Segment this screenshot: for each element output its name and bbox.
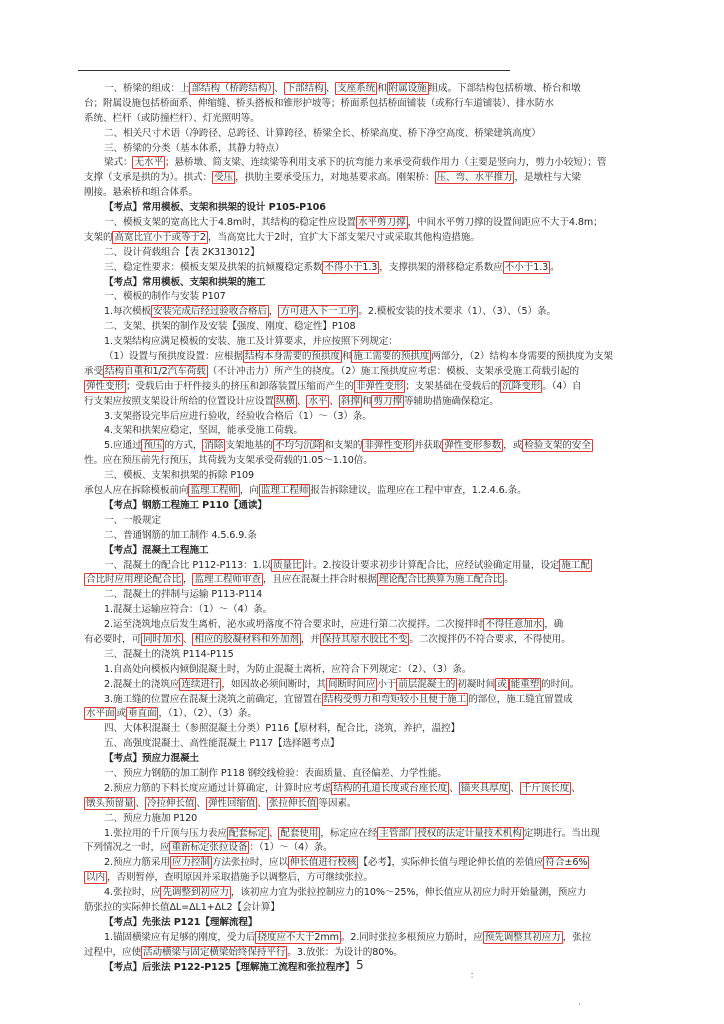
text-run: 5.应通过 [104, 440, 142, 452]
text-run: 一、模板支架的宽高比大于4.8m时，其结构的稳定性应设置 [104, 217, 357, 229]
highlighted-phrase: 千斤顶长度 [521, 782, 570, 794]
highlighted-phrase: 安装完成后经过验收合格后 [152, 306, 267, 318]
highlighted-phrase: 受压 [214, 172, 234, 184]
text-run: 三、模板、支架和拱架的拆除 P109 [104, 470, 255, 482]
text-run: 二、预应力施加 P120 [104, 812, 198, 824]
text-line [84, 365, 656, 380]
highlighted-phrase: 符合±6% [545, 857, 588, 869]
header-rule [78, 70, 510, 71]
text-run: 2.预应力筋的下料长度应通过计算确定，计算时应考虑 [104, 782, 332, 794]
text-run: 报告拆除建议，监理应在工程中审查，1.2.4.6.条。 [310, 485, 527, 497]
text-run: 【考点】常用模板、支架和拱架的设计 P105-P106 [104, 202, 326, 214]
text-run: 2.预应力筋采用 [104, 857, 170, 869]
text-run: 一、预应力钢筋的加工制作 P118 钢绞线检验：表面质量、直径偏差、力学性能。 [104, 767, 447, 779]
highlighted-phrase: 活动横梁与固定横梁始终保持平行 [142, 946, 286, 958]
text-run: 、 [135, 797, 145, 809]
text-line [84, 901, 656, 916]
text-run: 【考点】预应力混凝土 [104, 753, 199, 765]
text-line [84, 663, 656, 678]
text-line [84, 946, 656, 961]
text-run: 一、混凝土的配合比 P112-P113：1.以 [104, 559, 272, 571]
text-run: 1.张拉用的千斤顶与压力表应 [104, 827, 227, 839]
text-line [84, 142, 656, 157]
text-line [84, 767, 656, 782]
highlighted-phrase: 挠度应不大于2mm [257, 931, 339, 943]
section-heading [84, 201, 656, 216]
section-heading [84, 499, 656, 514]
text-line [84, 722, 656, 737]
text-line [84, 529, 656, 544]
highlighted-phrase: 不小于1.3 [504, 261, 549, 273]
text-run: ，如因故必须间断时，其 [221, 678, 326, 690]
highlighted-phrase: 以内 [86, 872, 105, 884]
text-line [84, 216, 656, 231]
text-line [84, 350, 656, 365]
text-run: 【考点】常用模板、支架和拱架的施工 [104, 276, 266, 288]
document-body [84, 82, 656, 975]
text-run: 3.支架搭设完毕后应进行验收，经验收合格后（1）～（3）条。 [104, 410, 372, 422]
text-run: ，确 [544, 619, 564, 631]
highlighted-phrase: 水平 [308, 395, 328, 407]
text-run: 下列情况之一时，应 [84, 842, 170, 854]
text-run: （1）设置与预拱度设置：应根据 [104, 351, 243, 363]
text-run: ， [182, 574, 193, 586]
text-run: 【考点】混凝土工程施工 [104, 544, 209, 556]
highlighted-phrase: 水平面 [86, 708, 115, 720]
text-run: 组成。下部结构包括桥墩、桥台和墩 [428, 83, 581, 94]
highlighted-phrase: 预先调整其初应力 [484, 931, 561, 943]
text-line [84, 112, 656, 127]
highlighted-phrase: 相应的胶凝材料和外加剂 [194, 633, 299, 645]
text-run: 台；附属设施包括桥面系、伸缩缝、桥头搭板和锥形护坡等；桥面系包括桥面铺装（或称行车道铺装）、排水防水 [84, 97, 554, 109]
text-run: 梁式： [104, 157, 133, 169]
text-run: ，且应在混凝土拌合时根据 [262, 574, 377, 586]
text-run: 。3.放张：为设计的80%。 [287, 946, 403, 958]
highlighted-phrase: 非弹性变形 [355, 380, 404, 392]
text-line [84, 678, 656, 693]
text-line [84, 127, 656, 142]
text-run: 和 [361, 395, 372, 407]
highlighted-phrase: 压、弯、水平推力 [436, 172, 513, 184]
text-run: 两部分，（2）结构本身需要的预拱度为支架 [431, 351, 613, 363]
highlighted-phrase: 主管部门授权的法定计量技术机构 [379, 827, 522, 839]
text-run: 3.施工缝的位置应在混凝土浇筑之前确定，宜留置在 [104, 693, 322, 705]
highlighted-phrase: 附属设施 [388, 83, 427, 94]
highlighted-phrase: 不得任意加水 [485, 619, 543, 631]
highlighted-phrase: 配套标定 [228, 827, 267, 839]
text-run: 、 [274, 83, 284, 94]
text-run: （不计冲击力）所产生的挠度。（2）施工预拱度应考虑：模板、支架承受施工荷载引起的 [207, 365, 580, 377]
text-run: 、 [196, 797, 206, 809]
text-line [84, 82, 656, 97]
text-line [84, 395, 656, 410]
highlighted-phrase: 不均匀沉降 [274, 440, 323, 452]
text-run: ；悬桥墩、简支梁、连续梁等利用支承下的抗弯能力来承受荷载作用力（主要是竖向力，剪力小较短）；管 [164, 157, 607, 169]
text-run: 系统、栏杆（或防撞栏杆）、灯光照明等。 [84, 112, 260, 124]
text-line [84, 707, 656, 722]
highlighted-phrase: 前层混凝土的 [398, 678, 456, 690]
text-run: 的部位，施工缝宜留置成 [468, 693, 573, 705]
highlighted-phrase: 结构受剪力和弯矩较小且便于施工 [323, 693, 467, 705]
highlighted-phrase: 纵横 [275, 395, 295, 407]
text-run: 四、大体积混凝土（参照混凝土分类）P116【原材料，配合比，浇筑，养护，温控】 [104, 723, 460, 735]
text-line [84, 693, 656, 708]
highlighted-phrase: 沉降变形 [502, 380, 541, 392]
text-run: 1.自高处向模板内倾倒混凝土时，为防止混凝土离析，应符合下列规定：（2）、（3）条。 [104, 663, 472, 675]
text-line [84, 827, 656, 842]
text-line [84, 380, 656, 395]
text-run: 。2.同时张拉多根预应力筋时，应 [340, 931, 483, 943]
text-line [84, 320, 656, 335]
highlighted-phrase: 监理工程师审查 [194, 574, 261, 586]
text-run: ，（1）、（2）、（3）条。 [158, 708, 257, 720]
highlighted-phrase: 下部结构 [285, 83, 324, 94]
highlighted-phrase: 连续进行 [181, 678, 220, 690]
text-run: 刚接。悬索桥和组合体系。 [84, 187, 198, 199]
highlighted-phrase: 预压 [143, 440, 163, 452]
text-run: 过程中，应使 [84, 946, 141, 958]
highlighted-phrase: 施工配 [561, 559, 590, 571]
highlighted-phrase: 检验支架的安全 [524, 440, 591, 452]
text-run: 【考点】后张法 P122-P125【理解施工流程和张拉程序】 [104, 961, 355, 973]
text-line [84, 871, 656, 886]
text-run: 、 [182, 633, 193, 645]
text-run: ，标定应在经 [320, 827, 378, 839]
highlighted-phrase: 能重塑 [510, 678, 540, 690]
text-run: 二、混凝土的拌制与运输 P113-P114 [104, 589, 263, 601]
text-line [84, 573, 656, 588]
text-line [84, 797, 656, 812]
text-run: 方法张拉时，应以 [211, 857, 288, 869]
text-line [84, 410, 656, 425]
text-run: ，张拉 [562, 931, 592, 943]
section-heading [84, 752, 656, 767]
text-run: 、 [329, 395, 339, 407]
text-line [84, 231, 656, 246]
text-run: 。 [550, 261, 560, 273]
text-run: 1.混凝土运输应符合：（1）～（4）条。 [104, 604, 273, 616]
text-run: 、 [449, 782, 459, 794]
highlighted-phrase: 弹性变形 [86, 380, 124, 392]
text-line [84, 648, 656, 663]
page-number: 5 [356, 958, 364, 972]
text-run: 支架的 [84, 231, 113, 243]
text-run: 并获取 [413, 440, 443, 452]
text-run: 的时间。 [541, 678, 580, 690]
text-run: ，是墩柱与大梁 [514, 172, 581, 184]
text-run: 。2.模板安装的技术要求（1）、（3）、（5）条。 [358, 306, 556, 318]
text-run: 等辅助措施确保稳定。 [403, 395, 499, 407]
highlighted-phrase: 弹性变形参数 [444, 440, 502, 452]
highlighted-phrase: 结构自重和1/2汽车荷载 [105, 365, 206, 377]
section-heading [84, 276, 656, 291]
text-run: ：（1）～（4）条。 [249, 842, 333, 854]
highlighted-phrase: 或 [497, 678, 507, 690]
text-run: 和 [377, 83, 387, 94]
faint-mark: ： [470, 971, 480, 981]
text-run: 三、混凝土的浇筑 P114-P115 [104, 648, 234, 660]
text-line [84, 290, 656, 305]
text-run: 计。2.按设计要求初步计算配合比，应经试验确定用量，设定 [303, 559, 560, 571]
text-run: 支撑（支承是拱的为）。拱式： [84, 172, 213, 184]
highlighted-phrase: 部结构（桥跨结构） [191, 83, 273, 94]
text-line [84, 812, 656, 827]
highlighted-phrase: 水平剪刀撑 [358, 217, 406, 229]
text-run: 一、一般规定 [104, 514, 161, 526]
text-run: 、 [257, 797, 267, 809]
text-run: 筋张拉的实际伸长值ΔL=ΔL1+ΔL2【会计算】 [84, 901, 280, 913]
highlighted-phrase: 配套使用 [280, 827, 319, 839]
highlighted-phrase: 镦头预留量 [86, 797, 134, 809]
text-line [84, 439, 656, 454]
section-heading [84, 916, 656, 931]
highlighted-phrase: 结构本身需要的预拱度 [244, 351, 340, 363]
text-run: 等因素。 [318, 797, 357, 809]
highlighted-phrase: 先调整到初应力 [162, 887, 229, 899]
text-run: ，并 [300, 633, 320, 645]
text-line [84, 782, 656, 797]
text-line [84, 618, 656, 633]
text-run: 、 [268, 827, 279, 839]
text-run: ；受载后由于杆件接头的挤压和卸落装置压缩而产生的 [125, 380, 354, 392]
text-run: ，否则暂停，查明原因并采取措施予以调整后，方可继续张拉。 [107, 872, 373, 884]
text-line [84, 454, 656, 469]
text-run: 承受 [84, 365, 103, 377]
text-run: 1.支架结构应满足模板的安装、施工及计算要求，并应按照下列规定： [104, 336, 398, 348]
highlighted-phrase: 冷拉伸长值 [146, 797, 195, 809]
text-run: 、 [571, 782, 581, 794]
text-line [84, 737, 656, 752]
faint-mark: · [578, 1000, 581, 1010]
text-run: 的方式， [164, 440, 203, 452]
text-line [84, 335, 656, 350]
text-run: 或 [116, 708, 126, 720]
text-line [84, 559, 656, 574]
highlighted-phrase: 伸长值进行校核 [289, 857, 357, 869]
highlighted-phrase: 张拉伸长值 [268, 797, 317, 809]
highlighted-phrase: 无水平 [134, 157, 163, 169]
text-run: ，向 [239, 485, 259, 497]
text-line [84, 305, 656, 320]
highlighted-phrase: 监理工程师 [190, 485, 238, 497]
text-run: 和支架的 [324, 440, 363, 452]
text-line [84, 186, 656, 201]
highlighted-phrase: 结构的孔道长度或台座长度 [333, 782, 448, 794]
text-line [84, 514, 656, 529]
text-run: 二、支架、拱架的制作及安装【强度、刚度、稳定性】P108 [104, 321, 356, 333]
highlighted-phrase: 应力控制 [171, 857, 210, 869]
section-heading [84, 544, 656, 559]
text-run: ；支架基础在受载后的 [405, 380, 501, 392]
text-run: 三、稳定性要求：模板支架及拱架的抗倾覆稳定系数 [104, 261, 323, 273]
text-run: 【考点】钢筋工程施工 P110【通读】 [104, 499, 267, 511]
text-line [84, 261, 656, 276]
highlighted-phrase: 高宽比宜小于或等于2 [114, 231, 206, 243]
text-run: 行支架应按照支架设计所给的位置设计应设置 [84, 395, 274, 407]
text-line [84, 633, 656, 648]
text-run: 二、相关尺寸术语（净跨径、总跨径、计算跨径、桥梁全长、桥梁高度、桥下净空高度、桥梁建筑高度） [104, 127, 541, 139]
text-run: 、 [510, 782, 520, 794]
highlighted-phrase: 斜撑 [340, 395, 360, 407]
highlighted-phrase: 支座系统 [337, 83, 376, 94]
highlighted-phrase: 施工需要的预拱度 [353, 351, 430, 363]
text-run: ， [268, 306, 279, 318]
text-run: 、 [325, 83, 336, 94]
highlighted-phrase: 质量比 [273, 559, 302, 571]
text-run: 4.张拉时，应 [104, 887, 161, 899]
text-line [84, 246, 656, 261]
highlighted-phrase: 弹性回缩值 [207, 797, 256, 809]
highlighted-phrase: 重新标定张拉设备 [171, 842, 248, 854]
text-run: 和 [341, 351, 352, 363]
text-run: 【必考】，实际伸长值与理论伸长值的差值应 [358, 857, 544, 869]
highlighted-phrase: 锚夹具厚度 [460, 782, 509, 794]
text-run: 定期进行。当出现 [523, 827, 600, 839]
text-run: 4.支架和拱架应稳定，坚固，能承受施工荷载。 [104, 425, 303, 437]
text-run: 一、桥梁的组成：上 [104, 83, 190, 94]
highlighted-phrase: 监理工程师 [260, 485, 309, 497]
text-run: 小于 [377, 678, 397, 690]
text-run: ，该初应力宜为张拉控制应力的10%～25%，伸长值应从初应力时开始量测，预应力 [230, 887, 587, 899]
text-run: 2.混凝土的浇筑应 [104, 678, 180, 690]
text-run: 2.运至浇筑地点后发生离析、泌水或坍落度不符合要求时，应进行第二次搅拌。二次搅拌时 [104, 619, 484, 631]
text-run: 一、模板的制作与安装 P107 [104, 291, 226, 303]
text-run: 1.每次模板 [104, 306, 151, 318]
text-line [84, 841, 656, 856]
text-run: 【考点】先张法 P121【理解流程】 [104, 916, 258, 928]
highlighted-phrase: 保持其原水胶比不变 [321, 633, 408, 645]
highlighted-phrase: 理论配合比换算为施工配合比 [378, 574, 503, 586]
text-run: ，当高宽比大于2时，宜扩大下部支架尺寸或采取其他构造措施。 [207, 231, 480, 243]
highlighted-phrase: 垂直面 [127, 708, 157, 720]
highlighted-phrase: 不得小于1.3 [324, 261, 378, 273]
text-run: 二、设计荷载组合【表 2K313012】 [104, 246, 260, 258]
text-run: 承包人应在拆除模板前向 [84, 485, 189, 497]
highlighted-phrase: 间断时间应 [327, 678, 376, 690]
text-run: ，中间水平剪刀撑的设置间距应不大于4.8m； [407, 217, 603, 229]
text-line [84, 97, 656, 112]
highlighted-phrase: 合比时应用理论配合比 [86, 574, 181, 586]
text-run: 、 [296, 395, 307, 407]
text-line [84, 886, 656, 901]
text-run: ，或 [503, 440, 523, 452]
text-line [84, 156, 656, 171]
text-run: 1.锚固横梁应有足够的刚度，受力后 [104, 931, 256, 943]
text-run: 五、高强度混凝土、高性能混凝土 P117【选择题考点】 [104, 738, 340, 750]
text-run: 支架地基的 [225, 440, 273, 452]
text-run: ，支撑拱架的滑移稳定系数应 [379, 261, 503, 273]
text-run: 。 [504, 574, 514, 586]
text-line [84, 931, 656, 946]
text-line [84, 588, 656, 603]
highlighted-phrase: 剪刀撑 [373, 395, 402, 407]
text-run: 初凝时间 [457, 678, 496, 690]
text-run: ，拱肋主要承受压力，对地基要求高。刚架桥： [235, 172, 435, 184]
text-line [84, 603, 656, 618]
text-run: 性。应在预压前先行预压，其荷载为支架承受荷载的1.05～1.10倍。 [84, 455, 373, 467]
highlighted-phrase: 消除 [204, 440, 224, 452]
text-line [84, 484, 656, 499]
text-run: 有必要时，可 [84, 633, 141, 645]
text-run: 二、普通钢筋的加工制作 4.5.6.9.条 [104, 529, 257, 541]
highlighted-phrase: 非弹性变形 [364, 440, 412, 452]
section-heading [84, 961, 656, 976]
text-line [84, 469, 656, 484]
text-run: 三、桥梁的分类（基本体系，其静力特点） [104, 142, 285, 154]
text-line [84, 171, 656, 186]
text-run: 。（4）自 [542, 380, 582, 392]
highlighted-phrase: 同时加水 [142, 633, 181, 645]
highlighted-phrase: 方可进入下一工序 [280, 306, 357, 318]
text-run: 。二次搅拌仍不符合要求，不得使用。 [409, 633, 571, 645]
text-line [84, 856, 656, 871]
text-line [84, 424, 656, 439]
